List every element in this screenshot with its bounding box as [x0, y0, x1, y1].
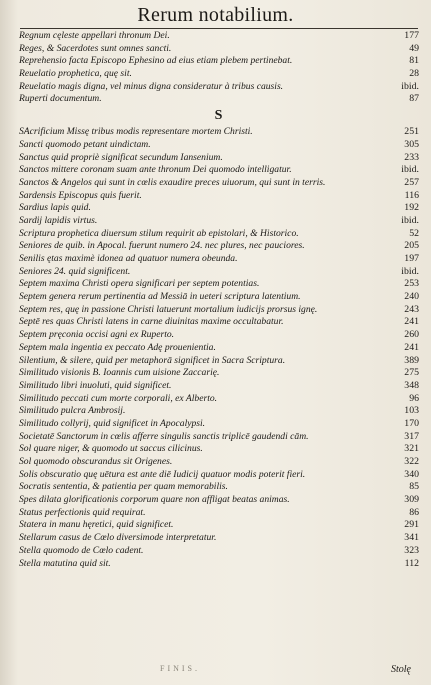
entry-page-number: 103: [404, 405, 419, 417]
entry-text: Sanctos & Angelos qui sunt in cœlis exaudire preces uiuorum, qui sunt in terris.: [19, 176, 326, 188]
entry-page-number: 28: [409, 68, 419, 80]
entry-page-number: 241: [404, 316, 419, 328]
entry-text: Socratis sententia, & patientia per quam memorabilis.: [19, 481, 228, 493]
header-divider: [20, 28, 418, 29]
entry-text: Sol quomodo obscurandus sit Origenes.: [19, 456, 173, 467]
index-entry: [19, 266, 419, 279]
index-entry: [19, 469, 419, 482]
entries-r-section: [19, 30, 419, 106]
entry-text: Similitudo visionis B. Ioannis cum uisione Zaccarię.: [19, 367, 220, 379]
entry-page-number: ibid.: [401, 265, 419, 277]
entry-text: Stellarum casus de Cœlo diversimode interpretatur.: [19, 532, 217, 544]
index-entry: [19, 558, 419, 571]
entry-text: Societatē Sanctorum in cœlis afferre singulis sanctis triplicē gaudendi cām.: [19, 430, 309, 442]
index-entry: [19, 431, 419, 444]
entry-text: Reuelatio prophetica, quę sit.: [19, 68, 132, 80]
index-entry: [19, 367, 419, 380]
entry-page-number: 241: [404, 341, 419, 353]
entry-text: Septem pręconia occisi agni ex Ruperto.: [19, 329, 175, 341]
entry-text: Stella matutina quid sit.: [19, 557, 111, 569]
entry-page-number: 197: [404, 253, 419, 264]
entry-text: Sardius lapis quid.: [19, 202, 91, 214]
entry-text: Sardij lapidis virtus.: [19, 214, 98, 226]
index-entry: [19, 405, 419, 418]
index-entry: [19, 393, 419, 406]
entry-page-number: ibid.: [401, 80, 419, 92]
entry-page-number: 260: [404, 329, 419, 341]
entry-text: Senilis ętas maximè idonea ad quatuor numera obeunda.: [19, 253, 238, 264]
index-entry: [19, 278, 419, 291]
index-entry: [19, 545, 419, 558]
entry-text: Spes dilata glorificationis corporum quare non affligat beatas animas.: [19, 494, 290, 506]
entry-text: Similitudo peccati cum morte corporali, ex Alberto.: [19, 392, 218, 404]
entry-page-number: 275: [404, 367, 419, 379]
entry-text: Stella quomodo de Cœlo cadent.: [19, 544, 144, 556]
entry-page-number: 321: [404, 443, 419, 455]
index-entry: [19, 253, 419, 266]
entry-page-number: 52: [409, 227, 419, 239]
entry-text: Septem mala ingentia ex peccato Adę prouenientia.: [19, 341, 216, 353]
index-entry: [19, 316, 419, 329]
index-entry: [19, 126, 419, 139]
index-entry: [19, 291, 419, 304]
index-entry: [19, 519, 419, 532]
index-entry: [19, 68, 419, 81]
index-entry: [19, 215, 419, 228]
entry-page-number: 340: [404, 468, 419, 480]
entry-page-number: 112: [404, 557, 419, 569]
entry-text: Similitudo libri inuoluti, quid significet.: [19, 379, 172, 391]
entry-text: Seniores 24. quid significent.: [19, 265, 131, 277]
entry-page-number: 87: [409, 93, 419, 105]
index-entry: [19, 202, 419, 215]
entry-text: Statera in manu hęretici, quid significet.: [19, 519, 174, 531]
index-entry: [19, 30, 419, 43]
entry-text: Sanctus quid propriè significat secundum Iansenium.: [19, 151, 223, 163]
entry-text: Reuelatio magis digna, vel minus digna consideratur à tribus causis.: [19, 80, 284, 92]
entry-page-number: 291: [404, 519, 419, 531]
index-entry: [19, 494, 419, 507]
entry-page-number: 309: [404, 494, 419, 506]
index-entry: [19, 443, 419, 456]
index-entry: [19, 532, 419, 545]
entry-page-number: 322: [404, 456, 419, 467]
section-letter: S: [214, 108, 224, 124]
index-entry: [19, 139, 419, 152]
index-entry: [19, 418, 419, 431]
entry-page-number: 257: [404, 176, 419, 188]
entry-page-number: ibid.: [401, 214, 419, 226]
entry-page-number: 177: [404, 30, 419, 41]
entry-page-number: 240: [404, 291, 419, 303]
entry-page-number: 253: [404, 278, 419, 290]
entry-page-number: 86: [409, 506, 419, 518]
index-entry: [19, 481, 419, 494]
entry-text: Ruperti documentum.: [19, 93, 102, 105]
entry-text: Septem maxima Christi opera significari per septem potentias.: [19, 278, 260, 290]
entry-page-number: 205: [404, 240, 419, 252]
index-entry: [19, 329, 419, 342]
entry-text: Solis obscuratio quę uētura est ante diē Iudicij quatuor modis poterit fieri.: [19, 468, 306, 480]
entry-text: SAcrificium Missę tribus modis representare mortem Christi.: [19, 126, 253, 138]
entry-page-number: 389: [404, 354, 419, 366]
entry-page-number: 170: [404, 417, 419, 429]
entry-text: Sardensis Episcopus quis fuerit.: [19, 189, 142, 201]
entry-page-number: 323: [404, 544, 419, 556]
entry-text: Reges, & Sacerdotes sunt omnes sancti.: [19, 42, 172, 54]
entry-page-number: 192: [404, 202, 419, 214]
entry-page-number: 49: [409, 42, 419, 54]
index-entry: [19, 190, 419, 203]
entry-page-number: 348: [404, 379, 419, 391]
index-entry: [19, 342, 419, 355]
entry-page-number: 243: [404, 303, 419, 315]
entry-page-number: 305: [404, 138, 419, 150]
entry-page-number: 251: [404, 126, 419, 138]
entry-page-number: 96: [409, 392, 419, 404]
index-entries: [19, 30, 419, 570]
index-entry: [19, 380, 419, 393]
index-entry: [19, 81, 419, 94]
entry-page-number: 341: [404, 532, 419, 544]
index-entry: [19, 177, 419, 190]
entry-text: Similitudo collyrij, quid significet in Apocalypsi.: [19, 417, 206, 429]
index-entry: [19, 456, 419, 469]
catchword: Stolę: [391, 664, 411, 675]
index-entry: [19, 228, 419, 241]
index-entry: [19, 304, 419, 317]
entry-text: Septem res, quę in passione Christi latuerunt mortalium iudicijs prorsus ignę.: [19, 303, 318, 315]
entry-text: Sancti quomodo petant uindictam.: [19, 138, 151, 150]
finis-mark: FINIS.: [160, 664, 201, 673]
entry-page-number: 233: [404, 151, 419, 163]
entries-s-section: [19, 126, 419, 570]
entry-text: Sol quare niger, & quomodo ut saccus cilicinus.: [19, 443, 203, 455]
index-entry: [19, 43, 419, 56]
index-entry: [19, 240, 419, 253]
index-entry: [19, 355, 419, 368]
entry-page-number: 85: [409, 481, 419, 493]
page-title: Rerum notabilium.: [137, 4, 294, 26]
entry-text: Similitudo pulcra Ambrosij.: [19, 405, 126, 417]
entry-text: Silentium, & silere, quid per metaphorā significet in Sacra Scriptura.: [19, 354, 286, 366]
entry-page-number: 116: [404, 189, 419, 201]
entry-text: Regnum cęleste appellari thronum Dei.: [19, 30, 170, 41]
index-entry: [19, 507, 419, 520]
entry-text: Septē res quas Christi latens in carne diuinitas maxime occultabatur.: [19, 316, 284, 328]
entry-text: Septem genera rerum pertinentia ad Messiā in ueteri scriptura latentium.: [19, 291, 301, 303]
index-entry: [19, 93, 419, 106]
index-entry: [19, 164, 419, 177]
entry-page-number: ibid.: [401, 164, 419, 176]
entry-text: Sanctos mittere coronam suam ante thronum Dei quomodo intelligatur.: [19, 164, 292, 176]
index-entry: [19, 55, 419, 68]
entry-text: Seniores de quib. in Apocal. fuerunt numero 24. nec plures, nec pauciores.: [19, 240, 305, 252]
entry-text: Reprehensio facta Episcopo Ephesino ad eius etiam plebem pertinebat.: [19, 55, 293, 67]
entry-text: Status perfectionis quid requirat.: [19, 506, 146, 518]
index-entry: [19, 152, 419, 165]
entry-text: Scriptura prophetica diuersum stilum requirit ab epistolari, & Historico.: [19, 227, 299, 239]
entry-page-number: 317: [404, 430, 419, 442]
entry-page-number: 81: [409, 55, 419, 67]
